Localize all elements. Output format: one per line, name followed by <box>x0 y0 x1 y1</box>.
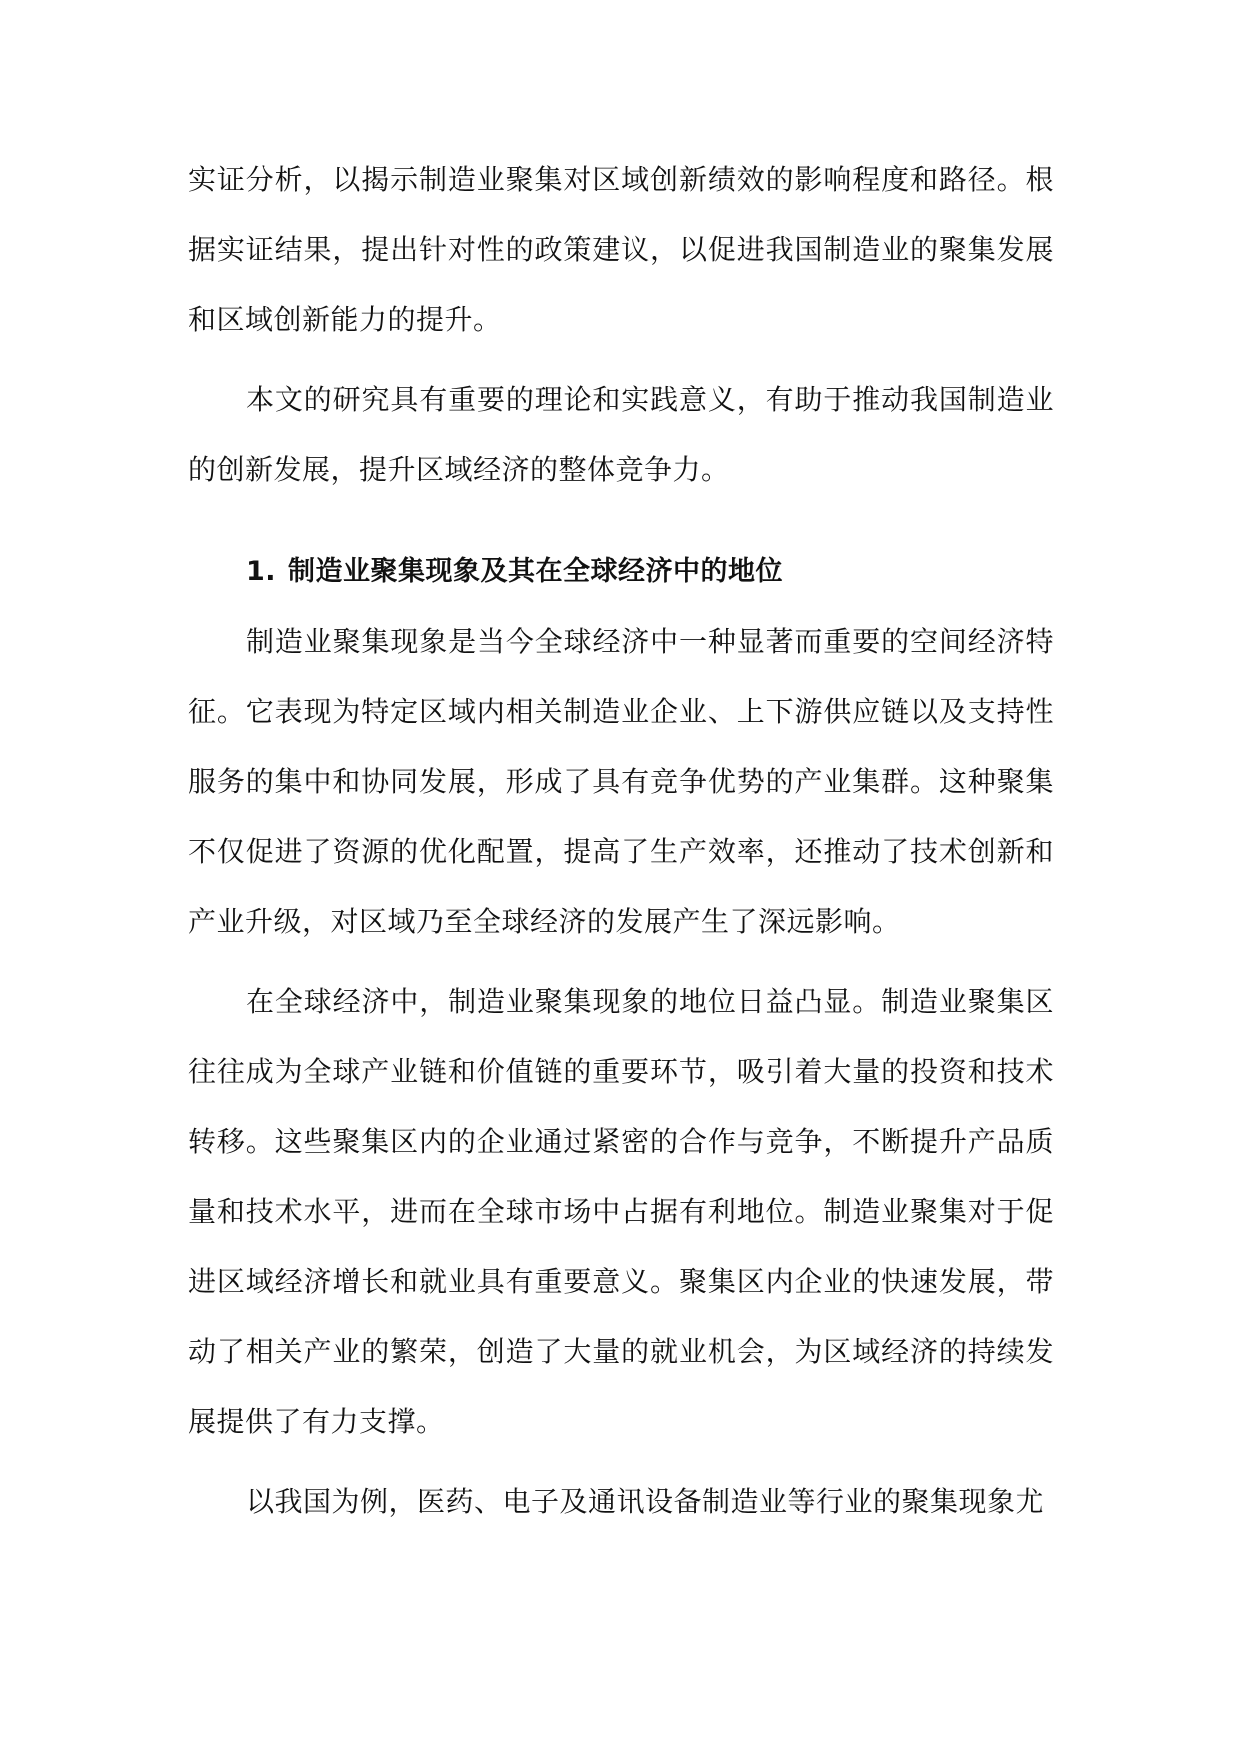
paragraph-global-role: 在全球经济中，制造业聚集现象的地位日益凸显。制造业聚集区往往成为全球产业链和价值链的重要环节，吸引着大量的投资和技术转移。这些聚集区内的企业通过紧密的合作与竞争，不断提升产品质量和技术水平，进而在全球市场中占据有利地位。制造业聚集对于促进区域经济增长和就业具有重要意义。聚集区内企业的快速发展，带动了相关产业的繁荣，创造了大量的就业机会，为区域经济的持续发展提供了有力支撑。 <box>188 985 1054 1438</box>
paragraph-spacer <box>188 957 1054 967</box>
section-title: 制造业聚集现象及其在全球经济中的地位 <box>288 556 783 587</box>
paragraph-research-method: 实证分析，以揭示制造业聚集对区域创新绩效的影响程度和路径。根据实证结果，提出针对性的政策建议，以促进我国制造业的聚集发展和区域创新能力的提升。 <box>188 163 1054 336</box>
section-number: 1. <box>246 556 277 587</box>
paragraph-spacer <box>188 1457 1054 1467</box>
section-heading <box>188 537 1054 607</box>
paragraph-china-example: 以我国为例，医药、电子及通讯设备制造业等行业的聚集现象尤 <box>246 1485 1045 1518</box>
paragraph-spacer <box>188 355 1054 365</box>
document-body <box>188 145 1054 1537</box>
section-spacer <box>188 505 1054 537</box>
paragraph-agglomeration-definition: 制造业聚集现象是当今全球经济中一种显著而重要的空间经济特征。它表现为特定区域内相关制造业企业、上下游供应链以及支持性服务的集中和协同发展，形成了具有竞争优势的产业集群。这种聚集不仅促进了资源的优化配置，提高了生产效率，还推动了技术创新和产业升级，对区域乃至全球经济的发展产生了深远影响。 <box>188 625 1054 938</box>
paragraph-research-significance: 本文的研究具有重要的理论和实践意义，有助于推动我国制造业的创新发展，提升区域经济的整体竞争力。 <box>188 383 1054 486</box>
